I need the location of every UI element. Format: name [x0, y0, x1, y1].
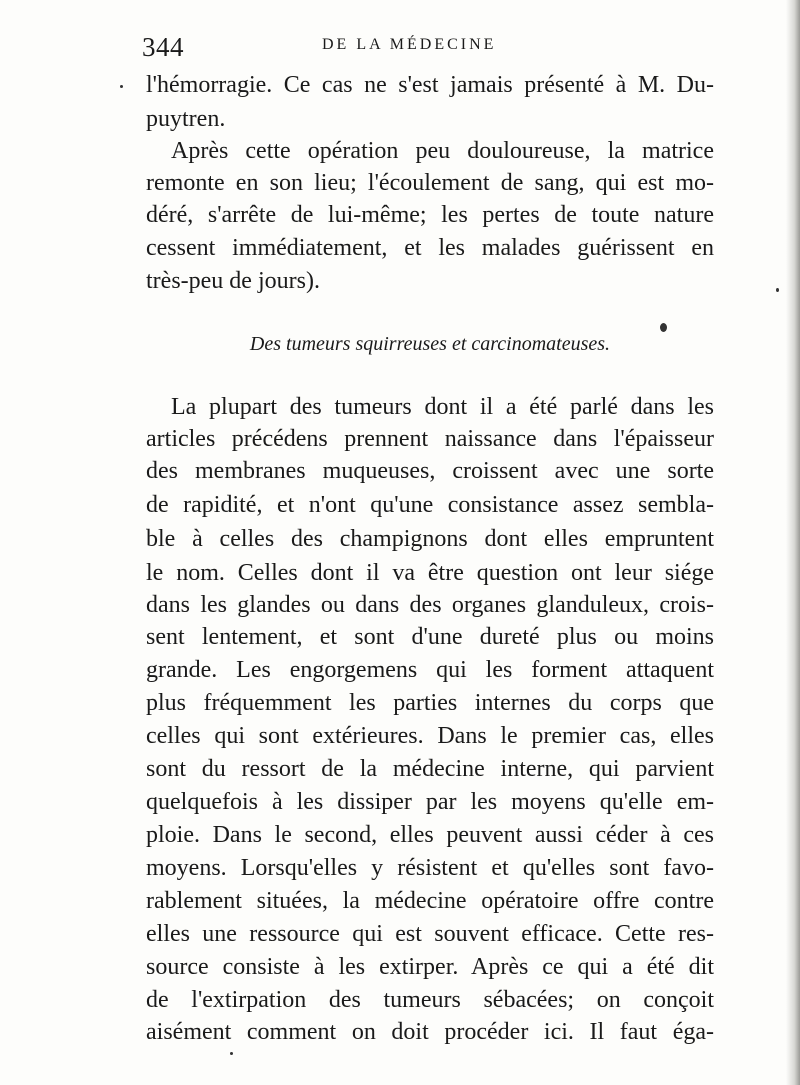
- ink-speck: [776, 288, 779, 292]
- ink-speck: [120, 85, 123, 88]
- text-line: dans les glandes ou dans des organes glanduleux, crois-: [146, 592, 714, 618]
- running-head: DE LA MÉDECINE: [322, 36, 497, 53]
- ink-speck: [660, 323, 667, 332]
- text-line: articles précédens prennent naissance dans l'épaisseur: [146, 426, 714, 452]
- text-line: très-peu de jours).: [146, 268, 320, 294]
- text-line: elles une ressource qui est souvent efficace. Cette res-: [146, 921, 714, 947]
- text-line: le nom. Celles dont il va être question ont leur siége: [146, 560, 714, 586]
- text-line: sont du ressort de la médecine interne, qui parvient: [146, 756, 714, 782]
- text-line: puytren.: [146, 106, 226, 132]
- text-line: ble à celles des champignons dont elles empruntent: [146, 526, 714, 552]
- text-line: quelquefois à les dissiper par les moyens qu'elle em-: [146, 789, 714, 815]
- text-line: des membranes muqueuses, croissent avec une sorte: [146, 458, 714, 484]
- text-line: plus fréquemment les parties internes du corps que: [146, 690, 714, 716]
- page-number: 344: [142, 32, 184, 62]
- text-line: ploie. Dans le second, elles peuvent aussi céder à ces: [146, 822, 714, 848]
- text-line: sent lentement, et sont d'une dureté plus ou moins: [146, 624, 714, 650]
- text-line: celles qui sont extérieures. Dans le premier cas, elles: [146, 723, 714, 749]
- ink-speck: [230, 1052, 233, 1055]
- text-line: cessent immédiatement, et les malades guérissent en: [146, 235, 714, 261]
- text-line: de rapidité, et n'ont qu'une consistance assez sembla-: [146, 492, 714, 518]
- text-line: La plupart des tumeurs dont il a été parlé dans les: [171, 394, 714, 420]
- text-line: aisément comment on doit procéder ici. Il faut éga-: [146, 1019, 714, 1045]
- text-line: moyens. Lorsqu'elles y résistent et qu'elles sont favo-: [146, 855, 714, 881]
- text-line: de l'extirpation des tumeurs sébacées; on conçoit: [146, 987, 714, 1013]
- section-heading: Des tumeurs squirreuses et carcinomateuses.: [249, 333, 611, 355]
- text-line: grande. Les engorgemens qui les forment attaquent: [146, 657, 714, 683]
- text-line: l'hémorragie. Ce cas ne s'est jamais présenté à M. Du-: [146, 72, 714, 98]
- text-line: remonte en son lieu; l'écoulement de sang, qui est mo-: [146, 170, 714, 196]
- text-line: rablement situées, la médecine opératoire offre contre: [146, 888, 714, 914]
- text-line: source consiste à les extirper. Après ce qui a été dit: [146, 954, 714, 980]
- text-line: déré, s'arrête de lui-même; les pertes de toute nature: [146, 202, 714, 228]
- text-line: Après cette opération peu douloureuse, la matrice: [171, 138, 714, 164]
